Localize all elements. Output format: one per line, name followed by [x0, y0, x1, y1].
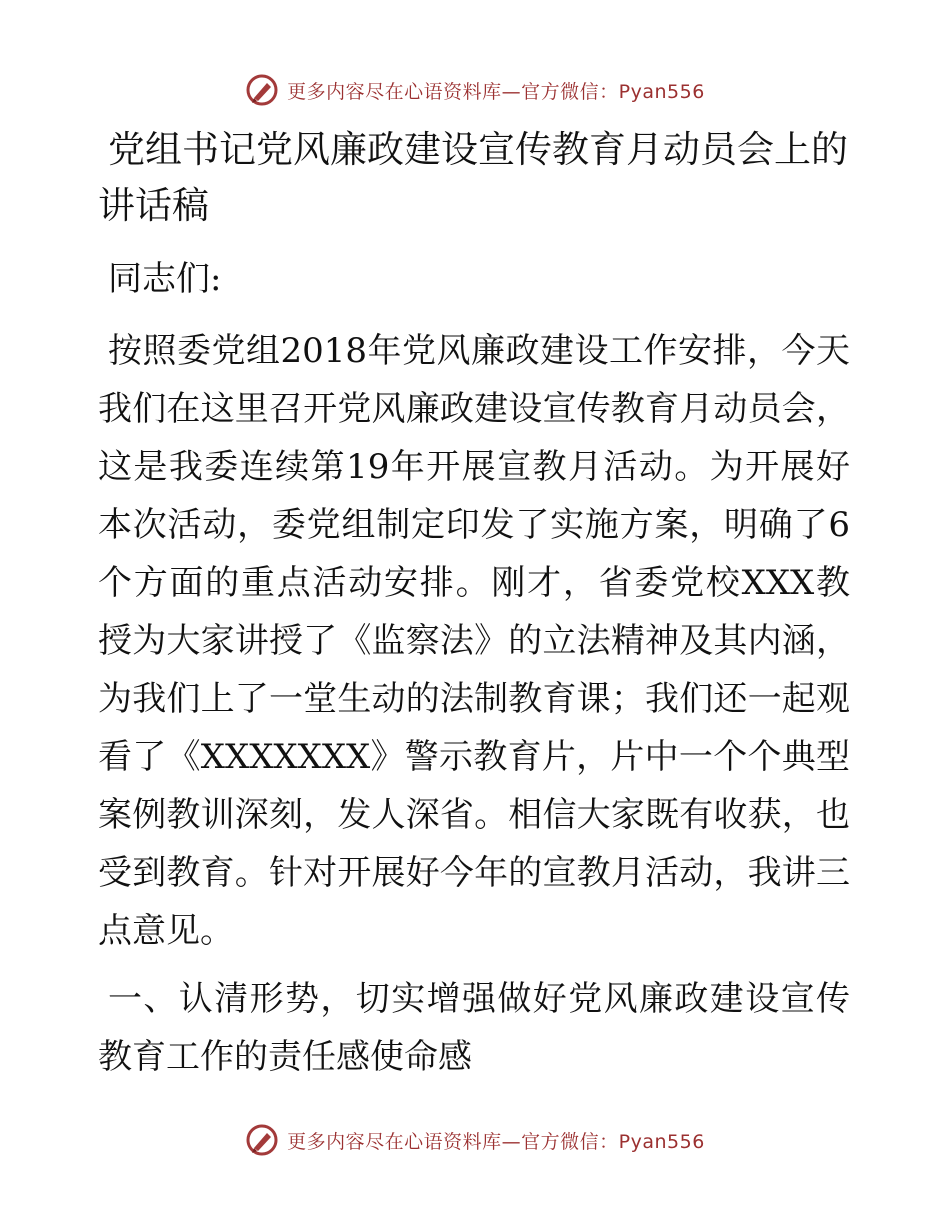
header-banner [0, 70, 950, 110]
paragraph-1: 按照委党组2018年党风廉政建设工作安排，今天我们在这里召开党风廉政建设宣传教育月动员会，这是我委连续第19年开展宣教月活动。为开展好本次活动，委党组制定印发了实施方案，明确了6个方面的重点活动安排。刚才，省委党校XXX教授为大家讲授了《监察法》的立法精神及其内涵，为我们上了一堂生动的法制教育课；我们还一起观看了《XXXXXXX》警示教育片，片中一个个典型案例教训深刻，发人深省。相信大家既有收获，也受到教育。针对开展好今年的宣教月活动，我讲三点意见。 [98, 331, 850, 951]
pen-logo-icon [245, 1123, 279, 1157]
document-body [98, 122, 850, 1086]
section-1-heading: 一、认清形势，切实增强做好党风廉政建设宣传教育工作的责任感使命感 [98, 979, 850, 1077]
banner-text: 更多内容尽在心语资料库—官方微信：Pyan556 [287, 1130, 705, 1153]
footer-banner [0, 1120, 950, 1160]
greeting: 同志们: [108, 259, 222, 299]
banner-text: 更多内容尽在心语资料库—官方微信：Pyan556 [287, 80, 705, 103]
pen-logo-icon [245, 73, 279, 107]
document-title: 党组书记党风廉政建设宣传教育月动员会上的讲话稿 [98, 128, 848, 227]
